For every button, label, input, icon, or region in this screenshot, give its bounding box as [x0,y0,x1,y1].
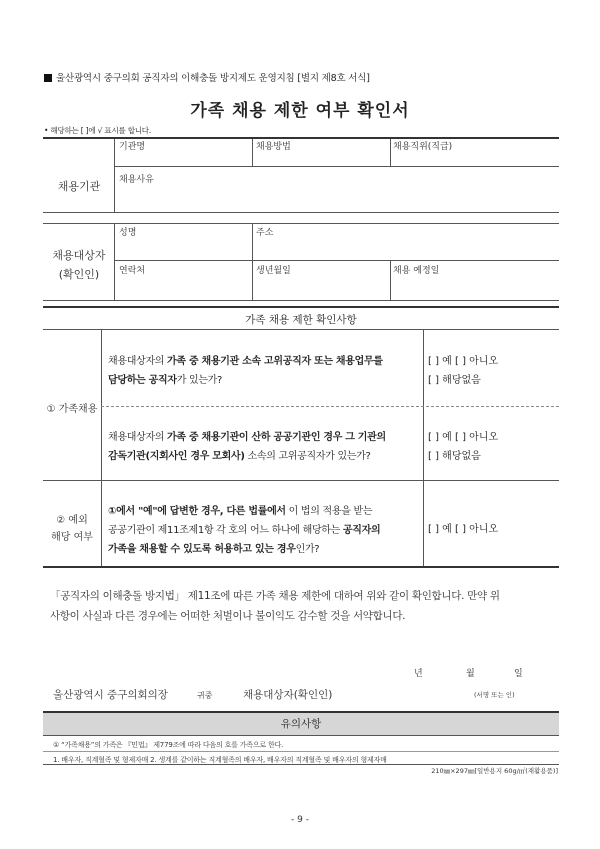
applicant-top-border [43,223,559,224]
q2-options [428,428,498,466]
notes-bottom-border [43,764,559,765]
exception-question [108,502,420,559]
q1-yes-no-checkbox[interactable]: [ ] 예 [ ] 아니오 [428,356,499,367]
exception-text-2: 공공기관이 제11조제1항 각 호의 어느 하나에 해당하는 [108,525,343,536]
paper-spec: 210㎜×297㎜[일반용지 60g/㎡(재활용품)] [431,767,558,775]
agency-position-field[interactable]: 채용직위(직급) [393,142,453,152]
notes-title: 유의사항 [43,713,559,735]
q2-not-applicable-checkbox[interactable]: [ ] 해당없음 [428,451,481,462]
exception-label [43,512,101,546]
applicant-bottom-border [43,300,559,301]
date-month-label: 월 [466,669,475,679]
check-section-bottom-border [43,566,559,568]
agency-label: 채용기관 [57,180,101,193]
signature-hint: (서명 또는 인) [474,691,515,699]
date-day-label: 일 [514,669,523,679]
page-title: 가족 채용 제한 여부 확인서 [190,101,410,121]
agency-bottom-border [43,212,559,213]
family-question-divider [101,406,559,407]
q1-bold-1: 가족 중 채용기관 소속 고위공직자 또는 채용업무를 [167,356,383,367]
applicant-label [43,246,115,284]
q1-not-applicable-checkbox[interactable]: [ ] 해당없음 [428,375,481,386]
notes-line-divider [43,751,559,752]
addressee-honorific: 귀중 [197,691,213,700]
family-row-bottom-border [43,480,559,481]
applicant-address-field[interactable]: 주소 [256,228,274,238]
exception-text-1: 이 법의 적용을 받는 [285,506,373,517]
page-number: - 9 - [291,815,309,825]
signer-label: 채용대상자(확인인) [243,689,333,701]
applicant-label-line2: (확인인) [58,268,100,281]
agency-method-field[interactable]: 채용방법 [256,142,291,152]
date-year-label: 년 [414,669,423,679]
check-answer-column-divider [423,330,424,567]
check-label-column-divider [101,330,102,567]
notes-line-1: ① “가족채용”의 가족은 『민법』 제779조에 따라 다음의 호를 가족으로 한다. [53,741,284,749]
form-reference-header [44,70,370,84]
instruction-note: • 해당하는 [ ]에 √ 표시를 합니다. [44,126,152,135]
agency-col-divider-2 [390,139,391,166]
exception-label-line2: 해당 여부 [51,532,93,543]
exception-label-line1: ② 예외 [56,515,88,526]
notes-title-divider [43,735,559,736]
q2-text-2: 소속의 고위공직자가 있는가? [244,451,371,462]
exception-bold-2: 공직자의 [342,525,381,536]
exception-bold-3: 가족을 채용할 수 있도록 허용하고 있는 경우 [108,544,296,555]
q2-bold-1: 가족 중 채용기관이 산하 공공기관인 경우 그 기관의 [167,432,386,443]
q2-yes-no-checkbox[interactable]: [ ] 예 [ ] 아니오 [428,432,499,443]
exception-yes-no-checkbox[interactable]: [ ] 예 [ ] 아니오 [428,524,499,535]
check-section-title: 가족 채용 제한 확인사항 [245,314,357,326]
exception-text-3: 인가? [295,544,320,555]
check-section-title-divider [43,329,559,330]
exception-bold-1: ①에서 "예"에 답변한 경우, 다른 법률에서 [108,506,286,517]
applicant-name-field[interactable]: 성명 [119,228,137,238]
q2-text-1: 채용대상자의 [108,432,168,443]
check-section-top-border [43,306,559,308]
family-question-1 [108,352,420,390]
family-question-2 [108,428,420,466]
addressee: 울산광역시 중구의회의장 [53,689,168,701]
declaration-line-1: 「공직자의 이해충돌 방지법」 제11조에 따른 가족 채용 제한에 대하여 위와 같이 확인합니다. 만약 위 [50,590,500,602]
square-bullet-icon [44,74,52,82]
q1-text-1: 채용대상자의 [108,356,168,367]
agency-divider-vertical [114,139,115,212]
agency-name-field[interactable]: 기관명 [119,142,146,152]
notes-line-2: 1. 배우자, 직계혈족 및 형제자매 2. 생계를 같이하는 직계혈족의 배우자, 배우자의 직계혈족 및 배우자의 형제자매 [53,756,387,764]
applicant-divider-vertical [114,224,115,300]
applicant-start-date-field[interactable]: 채용 예정일 [393,266,440,276]
applicant-label-line1: 채용대상자 [52,249,106,262]
form-reference-text: 울산광역시 중구의회 공직자의 이해충돌 방지제도 운영지침 [별지 제8호 서식] [56,73,370,84]
q1-bold-2: 담당하는 공직자 [108,375,177,386]
applicant-col-divider-1 [252,224,253,300]
declaration-text [50,586,560,626]
declaration-line-2: 사항이 사실과 다른 경우에는 어떠한 처벌이나 불이익도 감수할 것을 서약합니다. [50,610,406,622]
agency-row-divider [114,166,559,167]
applicant-row-divider [114,260,559,261]
applicant-birthdate-field[interactable]: 생년월일 [256,266,291,276]
agency-col-divider-1 [252,139,253,166]
family-hire-label: ① 가족채용 [46,404,98,415]
q2-bold-2: 감독기관(지회사인 경우 모회사) [108,451,245,462]
agency-reason-field[interactable]: 채용사유 [119,175,154,185]
q1-options [428,352,498,390]
applicant-contact-field[interactable]: 연락처 [119,266,146,276]
q1-text-2: 가 있는가? [176,375,223,386]
applicant-col-divider-2 [390,260,391,300]
